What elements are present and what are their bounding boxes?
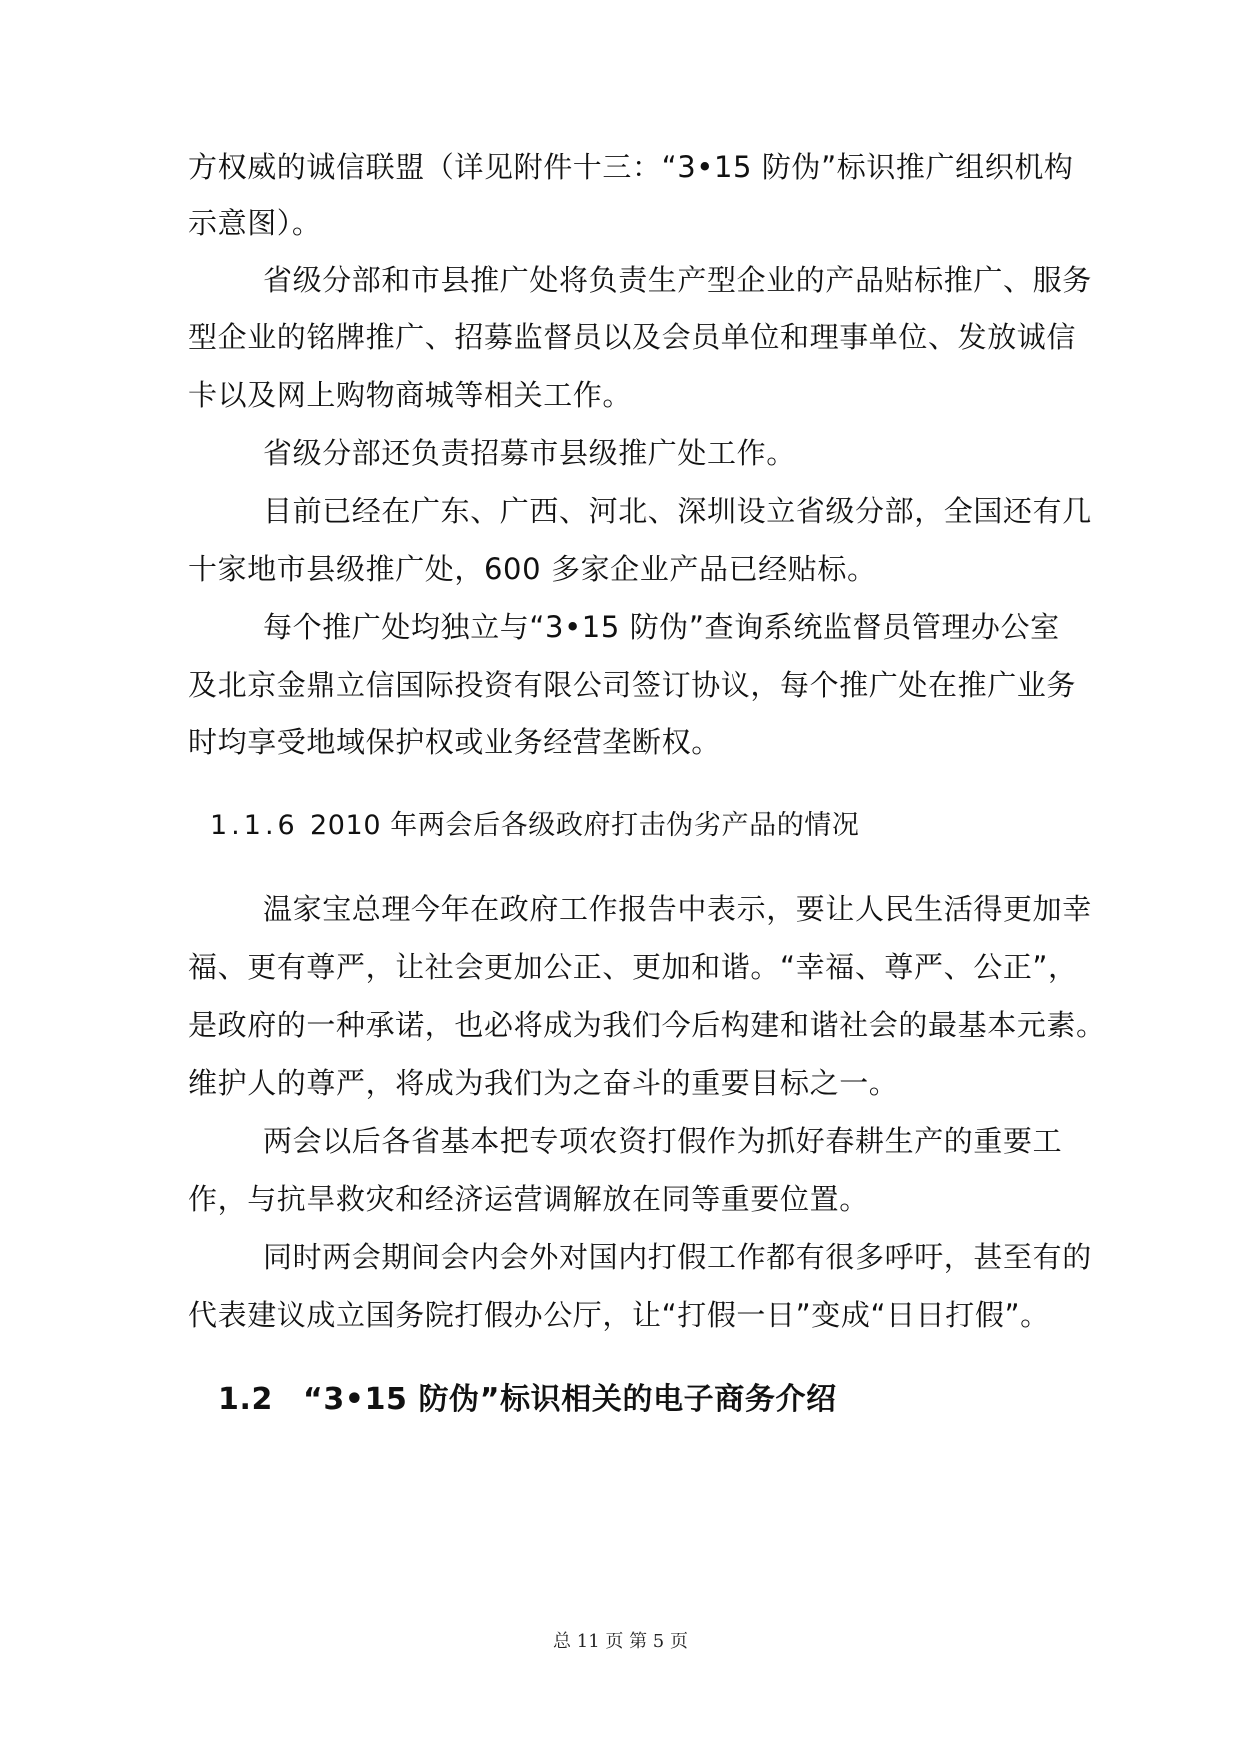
text-line: 省级分部和市县推广处将负责生产型企业的产品贴标推广、服务 [263, 263, 1092, 297]
text-line: 同时两会期间会内会外对国内打假工作都有很多呼吁，甚至有的 [263, 1240, 1092, 1274]
text-line: 代表建议成立国务院打假办公厅，让“打假一日”变成“日日打假”。 [188, 1298, 1050, 1332]
text-line: 及北京金鼎立信国际投资有限公司签订协议，每个推广处在推广业务 [188, 668, 1077, 702]
text-line: 每个推广处均独立与“3•15 防伪”查询系统监督员管理办公室 [263, 610, 1060, 644]
section-title: “3•15 防伪”标识相关的电子商务介绍 [303, 1382, 837, 1417]
section-heading [218, 1380, 837, 1420]
text-line: 福、更有尊严，让社会更加公正、更加和谐。“幸福、尊严、公正”， [188, 950, 1078, 984]
text-line: 省级分部还负责招募市县级推广处工作。 [263, 436, 796, 470]
text-line: 作，与抗旱救灾和经济运营调解放在同等重要位置。 [188, 1182, 869, 1216]
text-line: 温家宝总理今年在政府工作报告中表示，要让人民生活得更加幸 [263, 892, 1092, 926]
text-line: 十家地市县级推广处，600 多家企业产品已经贴标。 [188, 552, 877, 586]
text-line: 维护人的尊严，将成为我们为之奋斗的重要目标之一。 [188, 1066, 899, 1100]
text-line: 型企业的铭牌推广、招募监督员以及会员单位和理事单位、发放诚信 [188, 320, 1077, 354]
subsection-number: 1.1.6 [210, 810, 299, 841]
text-line: 卡以及网上购物商城等相关工作。 [188, 378, 633, 412]
subsection-heading [210, 806, 860, 846]
text-line: 示意图）。 [188, 206, 322, 240]
text-line: 是政府的一种承诺，也必将成为我们今后构建和谐社会的最基本元素。 [188, 1008, 1106, 1042]
section-number: 1.2 [218, 1382, 273, 1417]
page-footer: 总 11 页 第 5 页 [553, 1631, 688, 1652]
text-line: 两会以后各省基本把专项农资打假作为抓好春耕生产的重要工 [263, 1124, 1063, 1158]
text-line: 时均享受地域保护权或业务经营垄断权。 [188, 725, 721, 759]
text-line: 目前已经在广东、广西、河北、深圳设立省级分部，全国还有几 [263, 494, 1092, 528]
text-line: 方权威的诚信联盟（详见附件十三：“3•15 防伪”标识推广组织机构 [188, 150, 1074, 184]
subsection-title: 2010 年两会后各级政府打击伪劣产品的情况 [310, 810, 860, 841]
